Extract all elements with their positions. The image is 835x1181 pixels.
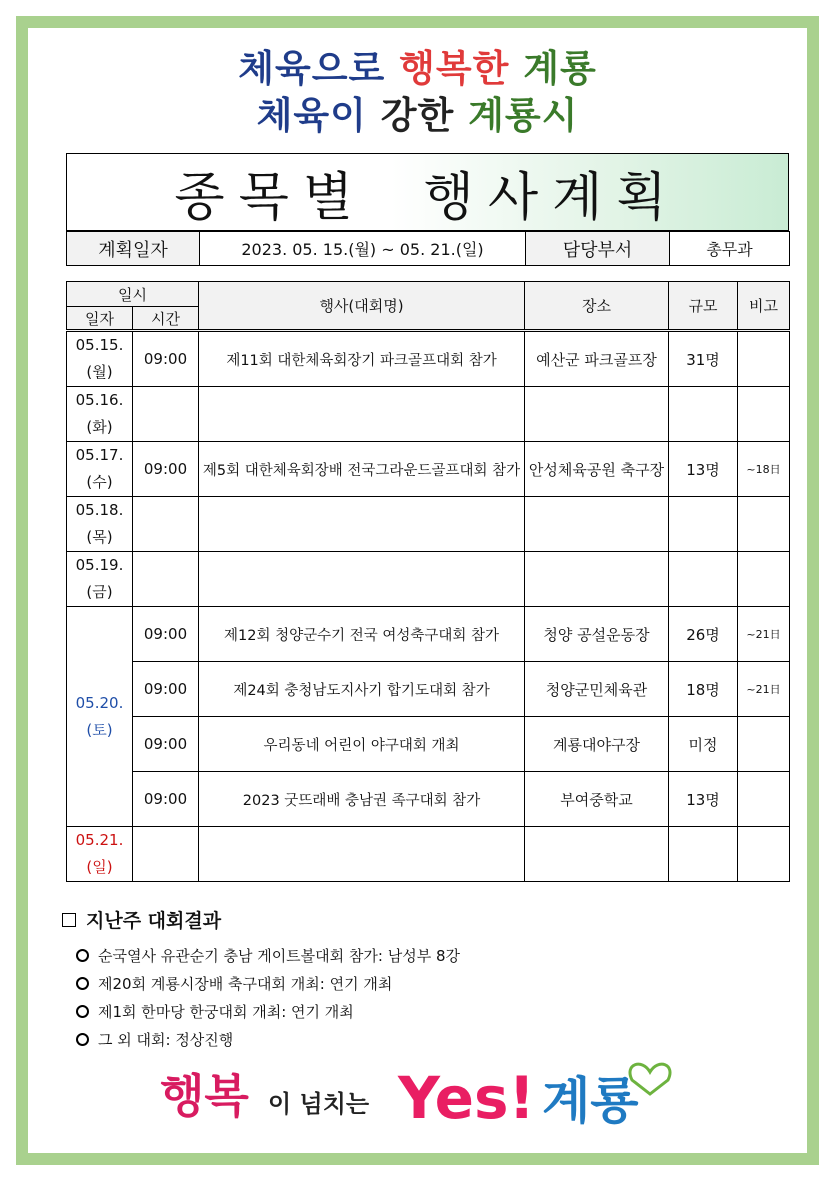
table-row bbox=[67, 331, 790, 387]
note-cell bbox=[738, 331, 790, 387]
place-cell: 예산군 파크골프장 bbox=[525, 331, 669, 387]
document-title: 종목별 행사계획 bbox=[174, 167, 681, 228]
scale-cell bbox=[669, 497, 738, 552]
results-list bbox=[76, 941, 460, 1053]
header-scale: 규모 bbox=[669, 282, 738, 331]
footer-logo-word: 이 넘치는 bbox=[268, 1090, 370, 1118]
day-cell bbox=[67, 387, 133, 442]
place-cell: 계룡대야구장 bbox=[525, 717, 669, 772]
plan-info-table bbox=[66, 231, 790, 266]
event-cell: 제5회 대한체육회장배 전국그라운드골프대회 참가 bbox=[199, 442, 525, 497]
place-cell bbox=[525, 497, 669, 552]
day-date: 05.16. bbox=[75, 391, 124, 409]
note-cell: ~18日 bbox=[738, 442, 790, 497]
time-cell: 09:00 bbox=[133, 607, 199, 662]
header-date: 일자 bbox=[67, 307, 133, 331]
header-note: 비고 bbox=[738, 282, 790, 331]
header-datetime: 일시 bbox=[67, 282, 199, 307]
day-weekday: (목) bbox=[86, 528, 113, 546]
slogan-line-1 bbox=[0, 47, 835, 90]
footer-logo-word: Yes! bbox=[398, 1064, 535, 1132]
time-cell bbox=[133, 387, 199, 442]
place-cell: 안성체육공원 축구장 bbox=[525, 442, 669, 497]
event-cell: 2023 굿뜨래배 충남권 족구대회 참가 bbox=[199, 772, 525, 827]
time-cell: 09:00 bbox=[133, 662, 199, 717]
day-date: 05.15. bbox=[75, 336, 124, 354]
place-cell: 부여중학교 bbox=[525, 772, 669, 827]
place-cell bbox=[525, 552, 669, 607]
event-cell bbox=[199, 387, 525, 442]
scale-cell: 18명 bbox=[669, 662, 738, 717]
table-row bbox=[67, 497, 790, 552]
place-cell: 청양 공설운동장 bbox=[525, 607, 669, 662]
slogan-word: 체육으로 bbox=[238, 47, 386, 90]
slogan-word: 강한 bbox=[380, 94, 455, 137]
scale-cell: 13명 bbox=[669, 772, 738, 827]
header-place: 장소 bbox=[525, 282, 669, 331]
dept-label: 담당부서 bbox=[526, 232, 670, 266]
slogan-word: 계룡시 bbox=[468, 94, 579, 137]
day-cell bbox=[67, 497, 133, 552]
place-cell bbox=[525, 827, 669, 882]
table-row bbox=[67, 442, 790, 497]
day-date: 05.21. bbox=[75, 831, 124, 849]
day-weekday: (화) bbox=[86, 418, 113, 436]
last-week-results bbox=[62, 906, 460, 1053]
table-row bbox=[67, 387, 790, 442]
day-weekday: (토) bbox=[86, 720, 113, 739]
time-cell bbox=[133, 497, 199, 552]
time-cell: 09:00 bbox=[133, 772, 199, 827]
slogan-line-2 bbox=[0, 94, 835, 137]
note-cell bbox=[738, 717, 790, 772]
slogan-word: 행복한 bbox=[399, 47, 510, 90]
footer-logo-word: 계룡 bbox=[542, 1072, 639, 1130]
event-cell bbox=[199, 552, 525, 607]
day-weekday: (금) bbox=[86, 583, 113, 601]
table-row bbox=[67, 717, 790, 772]
scale-cell bbox=[669, 552, 738, 607]
day-cell bbox=[67, 552, 133, 607]
circle-bullet-icon bbox=[76, 1005, 89, 1018]
scale-cell bbox=[669, 827, 738, 882]
slogan-word: 계룡 bbox=[523, 47, 597, 90]
result-text: 제20회 계룡시장배 축구대회 개최: 연기 개최 bbox=[98, 974, 393, 993]
results-heading bbox=[62, 906, 460, 933]
day-date: 05.20. bbox=[75, 693, 124, 712]
results-title: 지난주 대회결과 bbox=[86, 910, 222, 932]
table-row bbox=[67, 662, 790, 717]
footer-logo-word: 행복 bbox=[160, 1069, 249, 1123]
day-date: 05.19. bbox=[75, 556, 124, 574]
square-bullet-icon bbox=[62, 913, 76, 927]
event-cell bbox=[199, 827, 525, 882]
time-cell bbox=[133, 827, 199, 882]
place-cell bbox=[525, 387, 669, 442]
list-item bbox=[76, 1025, 460, 1053]
day-weekday: (월) bbox=[86, 363, 113, 381]
result-text: 그 외 대회: 정상진행 bbox=[98, 1030, 234, 1049]
note-cell bbox=[738, 387, 790, 442]
scale-cell: 미정 bbox=[669, 717, 738, 772]
time-cell bbox=[133, 552, 199, 607]
schedule-body bbox=[67, 331, 790, 882]
day-weekday: (수) bbox=[86, 473, 113, 491]
day-cell bbox=[67, 442, 133, 497]
place-cell: 청양군민체육관 bbox=[525, 662, 669, 717]
event-cell: 제24회 충청남도지사기 합기도대회 참가 bbox=[199, 662, 525, 717]
circle-bullet-icon bbox=[76, 977, 89, 990]
scale-cell: 31명 bbox=[669, 331, 738, 387]
document-title-box bbox=[66, 153, 789, 231]
note-cell bbox=[738, 827, 790, 882]
time-cell: 09:00 bbox=[133, 442, 199, 497]
note-cell: ~21日 bbox=[738, 607, 790, 662]
time-cell: 09:00 bbox=[133, 717, 199, 772]
list-item bbox=[76, 969, 460, 997]
list-item bbox=[76, 997, 460, 1025]
note-cell bbox=[738, 497, 790, 552]
day-date: 05.17. bbox=[75, 446, 124, 464]
result-text: 제1회 한마당 한궁대회 개최: 연기 개최 bbox=[98, 1002, 354, 1021]
event-cell: 제12회 청양군수기 전국 여성축구대회 참가 bbox=[199, 607, 525, 662]
schedule-table bbox=[66, 281, 790, 882]
day-cell bbox=[67, 827, 133, 882]
note-cell: ~21日 bbox=[738, 662, 790, 717]
table-row bbox=[67, 827, 790, 882]
header-event: 행사(대회명) bbox=[199, 282, 525, 331]
table-row bbox=[67, 772, 790, 827]
footer-logo bbox=[150, 1050, 690, 1140]
event-cell: 제11회 대한체육회장기 파크골프대회 참가 bbox=[199, 331, 525, 387]
plan-date-label: 계획일자 bbox=[67, 232, 200, 266]
scale-cell: 13명 bbox=[669, 442, 738, 497]
note-cell bbox=[738, 552, 790, 607]
event-cell bbox=[199, 497, 525, 552]
circle-bullet-icon bbox=[76, 1033, 89, 1046]
list-item bbox=[76, 941, 460, 969]
slogan-word: 체육이 bbox=[256, 94, 367, 137]
scale-cell bbox=[669, 387, 738, 442]
header-time: 시간 bbox=[133, 307, 199, 331]
day-weekday: (일) bbox=[86, 858, 113, 876]
result-text: 순국열사 유관순기 충남 게이트볼대회 참가: 남성부 8강 bbox=[98, 946, 460, 965]
dept-value: 총무과 bbox=[670, 232, 790, 266]
note-cell bbox=[738, 772, 790, 827]
day-cell bbox=[67, 607, 133, 827]
scale-cell: 26명 bbox=[669, 607, 738, 662]
day-date: 05.18. bbox=[75, 501, 124, 519]
circle-bullet-icon bbox=[76, 949, 89, 962]
time-cell: 09:00 bbox=[133, 331, 199, 387]
day-cell bbox=[67, 331, 133, 387]
table-row bbox=[67, 607, 790, 662]
table-row bbox=[67, 552, 790, 607]
event-cell: 우리동네 어린이 야구대회 개최 bbox=[199, 717, 525, 772]
plan-date-value: 2023. 05. 15.(월) ~ 05. 21.(일) bbox=[200, 232, 526, 266]
